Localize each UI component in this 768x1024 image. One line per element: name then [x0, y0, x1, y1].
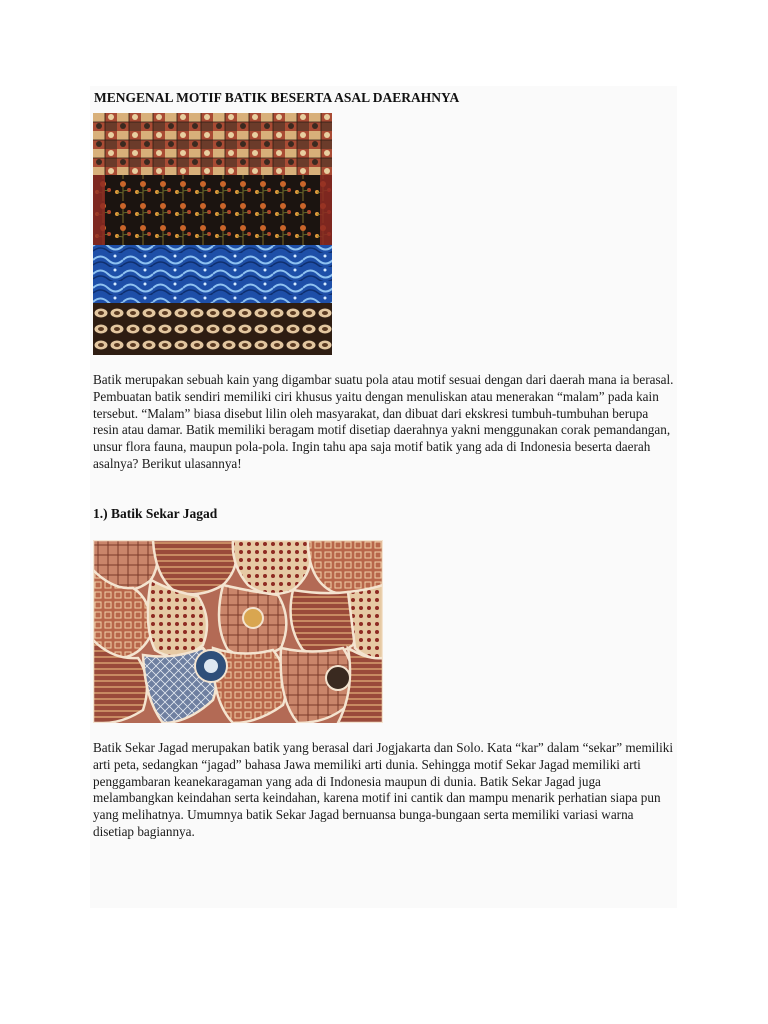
document-title: MENGENAL MOTIF BATIK BESERTA ASAL DAERAHNYA — [94, 90, 460, 105]
intro-paragraph: Batik merupakan sebuah kain yang digambar suatu pola atau motif sesuai dengan dari daerah mana ia berasal. Pembuatan batik sendiri memiliki ciri khusus yaitu dengan menuliskan atau menerakan “malam” pada kain tersebut. “Malam” biasa disebut lilin oleh masyarakat, dan dibuat dari ekskresi tumbuh-tumbuhan berupa resin atau damar. Batik memiliki beragam motif disetiap daerahnya yakni menggunakan corak pemandangan, unsur flora fauna, maupun pola-pola. Ingin tahu apa saja motif batik yang ada di Indonesia beserta daerah asalnya? Berikut ulasannya! — [93, 372, 674, 471]
section-heading-sekar-jagad: 1.) Batik Sekar Jagad — [93, 506, 218, 521]
batik-collage-image — [93, 113, 332, 355]
sekar-jagad-paragraph: Batik Sekar Jagad merupakan batik yang berasal dari Jogjakarta dan Solo. Kata “kar” dalam “sekar” memiliki arti peta, sedangkan “jagad” bahasa Jawa memiliki arti dunia. Sehingga motif Sekar Jagad memiliki arti penggambaran keanekaragaman yang ada di Indonesia maupun di dunia. Batik Sekar Jagad juga melambangkan keindahan serta keindahan, karena motif ini cantik dan mampu menarik perhatian siapa pun yang melihatnya. Umumnya batik Sekar Jagad bernuansa bunga-bungaan serta memiliki variasi warna disetiap bagiannya. — [93, 740, 674, 839]
batik-sekar-jagad-image — [93, 540, 383, 723]
document-page — [90, 86, 677, 908]
